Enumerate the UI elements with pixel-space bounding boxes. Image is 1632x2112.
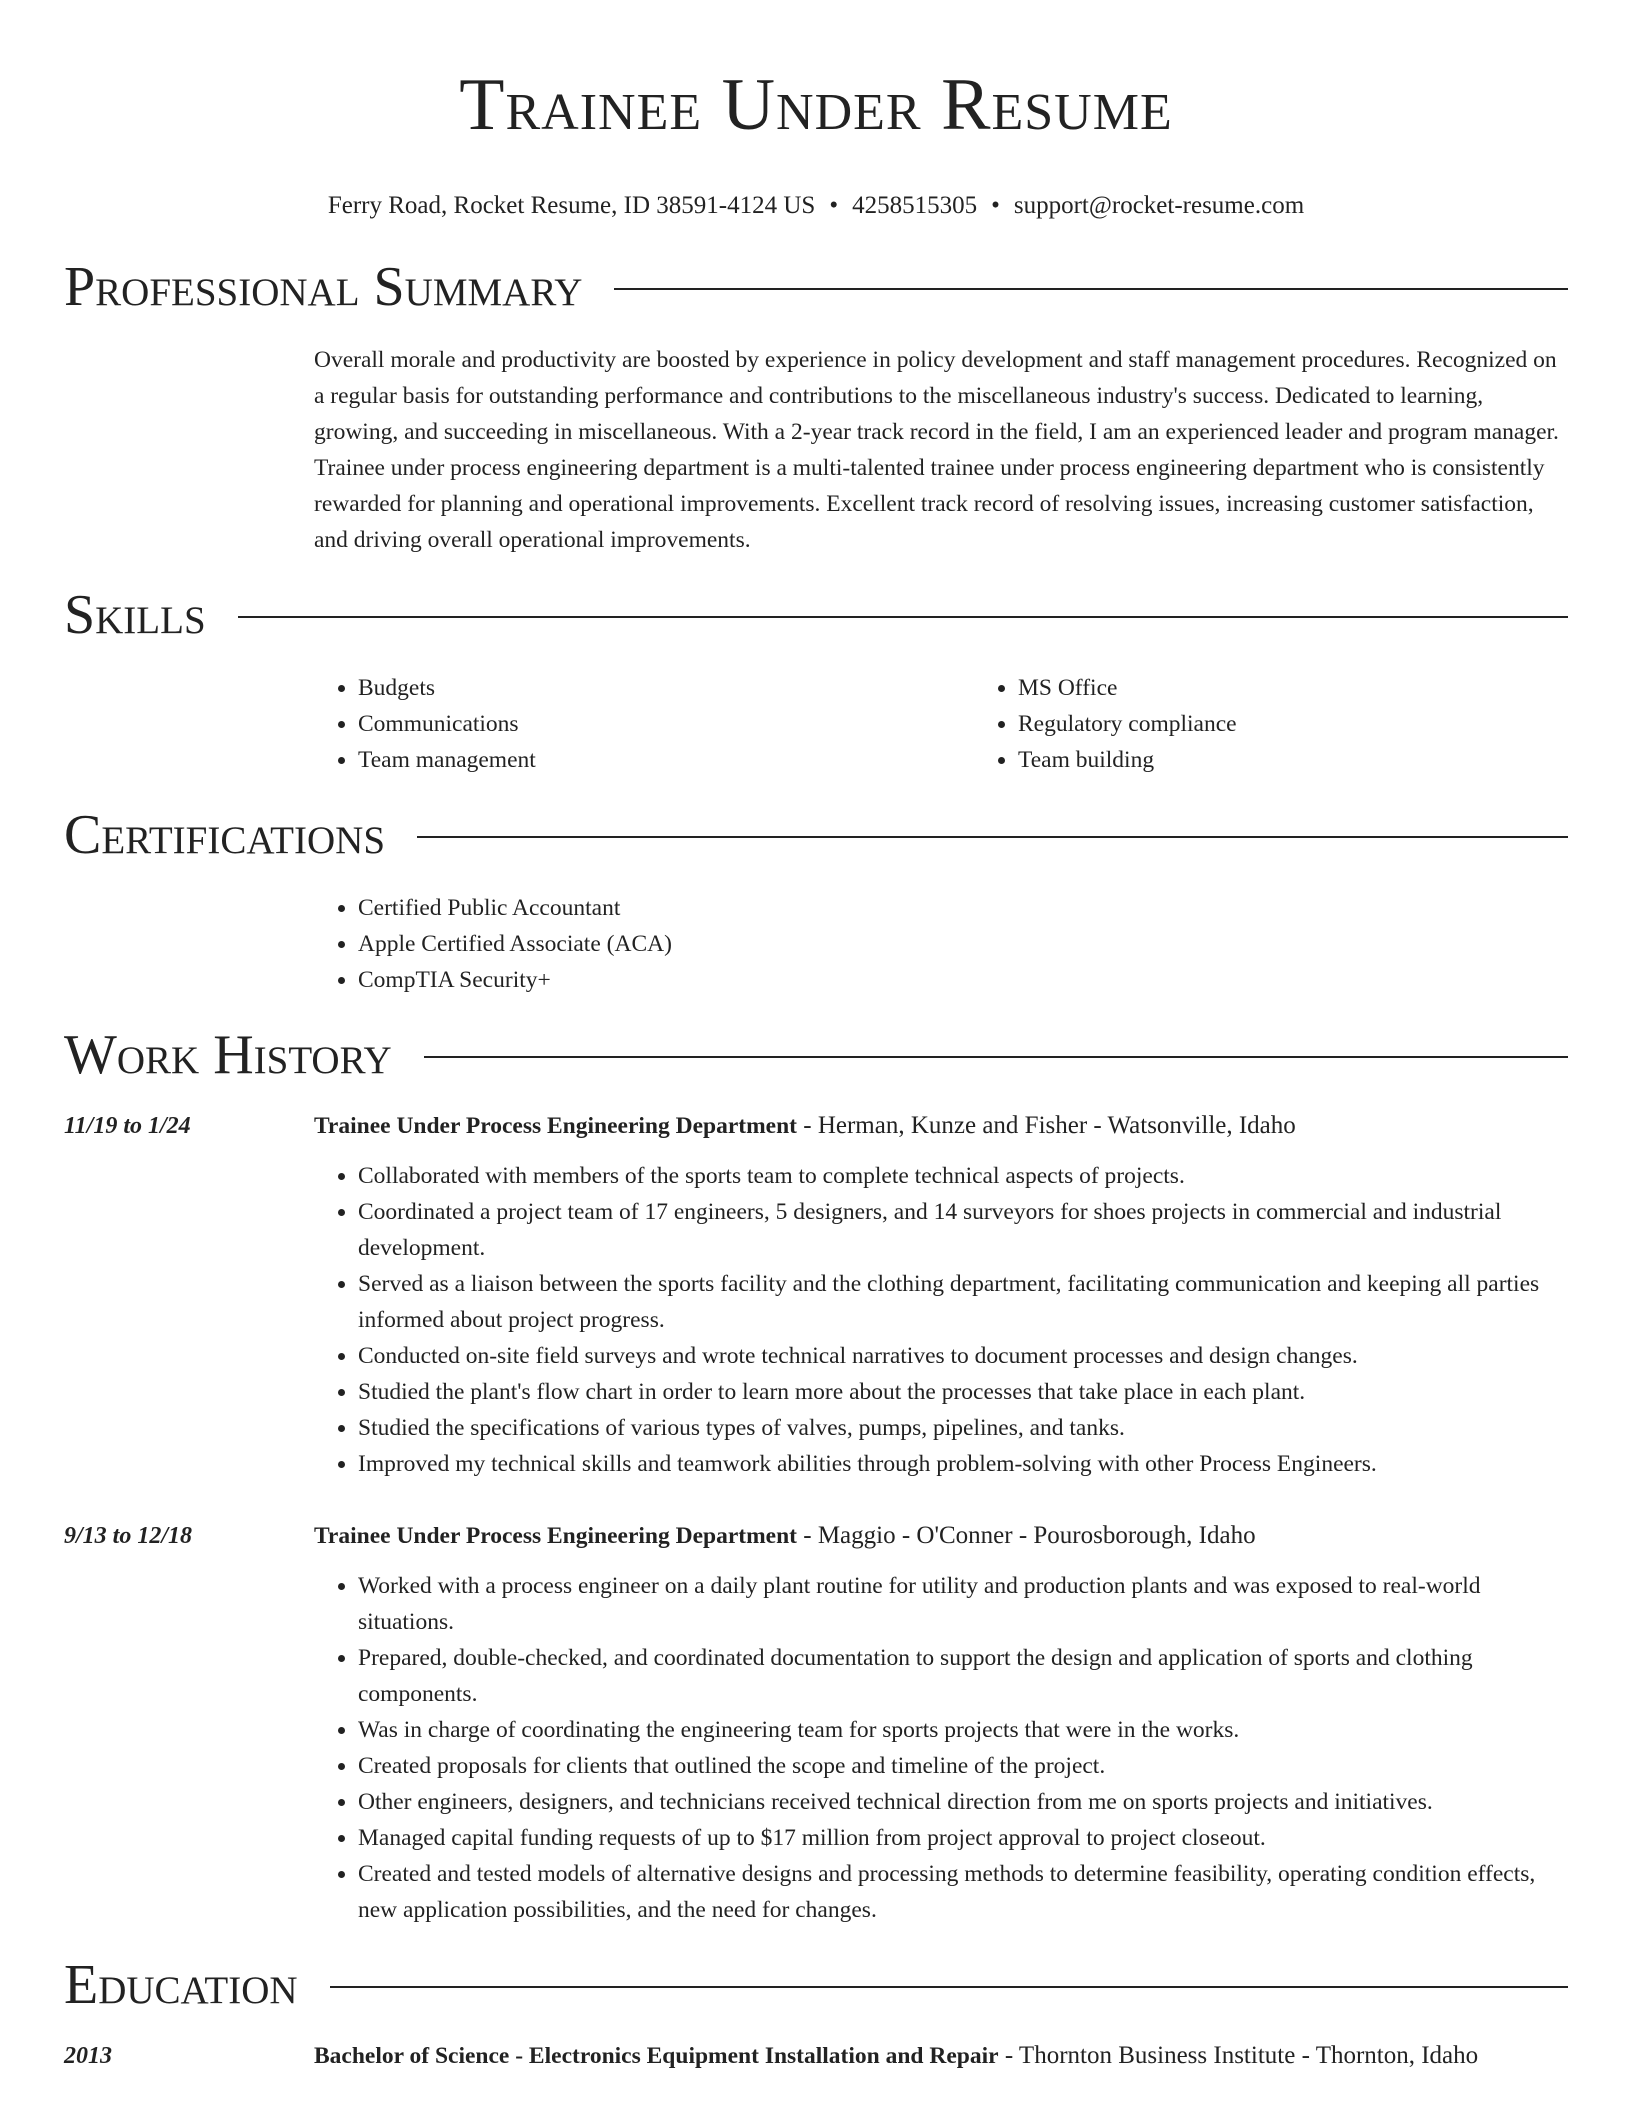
job-title: Trainee Under Process Engineering Department	[314, 1523, 797, 1549]
job-employer: - Herman, Kunze and Fisher - Watsonville, Idaho	[797, 1112, 1296, 1139]
job-bullet: • Studied the specifications of various types of valves, pumps, pipelines, and tanks.	[358, 1410, 1568, 1446]
section-divider	[238, 616, 1568, 618]
skills-section-header	[64, 580, 1568, 650]
education-year: 2013	[64, 2043, 112, 2069]
job-dates: 9/13 to 12/18	[64, 1523, 193, 1549]
job-bullet: • Prepared, double-checked, and coordinated documentation to support the design and application of sports and clothing components.	[358, 1640, 1568, 1712]
job-bullet: • Created proposals for clients that outlined the scope and timeline of the project.	[358, 1748, 1568, 1784]
skill-item: • Budgets	[358, 670, 974, 706]
certifications-list	[314, 890, 1568, 998]
skills-column-right	[974, 670, 1632, 778]
skills-heading: Skills	[64, 584, 206, 646]
skill-item: • Team management	[358, 742, 974, 778]
job-heading-line	[314, 1518, 1568, 1554]
job-bullets	[314, 1568, 1568, 1928]
contact-address: Ferry Road, Rocket Resume, ID 38591-4124 US	[327, 192, 816, 219]
job-bullet: • Worked with a process engineer on a daily plant routine for utility and production plants and was exposed to real-world situations.	[358, 1568, 1568, 1640]
job-bullet: • Served as a liaison between the sports facility and the clothing department, facilitating communication and keeping all parties informed about project progress.	[358, 1266, 1568, 1338]
contact-line	[64, 190, 1568, 222]
job-entry	[64, 1108, 1568, 1482]
contact-email: support@rocket-resume.com	[1013, 192, 1305, 219]
section-divider	[614, 288, 1568, 290]
job-bullet: • Collaborated with members of the sports team to complete technical aspects of projects.	[358, 1158, 1568, 1194]
education-entry	[64, 2038, 1568, 2074]
education-school: - Thornton Business Institute - Thornton, Idaho	[998, 2042, 1479, 2069]
education-heading: Education	[64, 1954, 298, 2016]
job-bullet: • Studied the plant's flow chart in order to learn more about the processes that take place in each plant.	[358, 1374, 1568, 1410]
job-bullet: • Conducted on-site field surveys and wrote technical narratives to document processes and design changes.	[358, 1338, 1568, 1374]
certifications-section-header	[64, 800, 1568, 870]
section-divider	[424, 1056, 1568, 1058]
section-divider	[330, 1986, 1568, 1988]
work-heading: Work History	[64, 1024, 392, 1086]
job-entry	[64, 1518, 1568, 1928]
skills-column-left	[314, 670, 974, 778]
job-bullet: • Coordinated a project team of 17 engineers, 5 designers, and 14 surveyors for shoes projects in commercial and industrial development.	[358, 1194, 1568, 1266]
skill-item: • MS Office	[1018, 670, 1632, 706]
job-bullets	[314, 1158, 1568, 1482]
certifications-heading: Certifications	[64, 804, 386, 866]
certification-item: • Certified Public Accountant	[358, 890, 1568, 926]
contact-phone: 4258515305	[852, 192, 978, 219]
job-dates: 11/19 to 1/24	[64, 1113, 191, 1139]
certification-item: • Apple Certified Associate (ACA)	[358, 926, 1568, 962]
job-heading-line	[314, 1108, 1568, 1144]
work-section-header	[64, 1020, 1568, 1090]
summary-text: Overall morale and productivity are boosted by experience in policy development and staff management procedures. Recognized on a regular basis for outstanding performance and contributions to the miscellaneous industry's success. Dedicated to learning, growing, and succeeding in miscellaneous. With a 2-year track record in the field, I am an experienced leader and program manager. Trainee under process engineering department is a multi-talented trainee under process engineering department who is consistently rewarded for planning and operational improvements. Excellent track record of resolving issues, increasing customer satisfaction, and driving overall operational improvements.	[314, 347, 1559, 553]
skill-item: • Team building	[1018, 742, 1632, 778]
education-details	[314, 2038, 1568, 2074]
contact-separator: •	[829, 192, 839, 219]
job-bullet: • Created and tested models of alternative designs and processing methods to determine feasibility, operating condition effects, new application possibilities, and the need for changes.	[358, 1856, 1568, 1928]
job-details	[314, 1518, 1568, 1928]
skill-item: • Communications	[358, 706, 974, 742]
education-section-header	[64, 1950, 1568, 2020]
resume-name: Trainee Under Resume	[459, 64, 1173, 146]
education-degree: Bachelor of Science - Electronics Equipment Installation and Repair	[314, 2043, 999, 2069]
job-title: Trainee Under Process Engineering Department	[314, 1113, 797, 1139]
skills-list	[314, 670, 1568, 778]
job-bullet: • Was in charge of coordinating the engineering team for sports projects that were in the works.	[358, 1712, 1568, 1748]
section-divider	[417, 836, 1568, 838]
job-bullet: • Other engineers, designers, and technicians received technical direction from me on sports projects and initiatives.	[358, 1784, 1568, 1820]
certification-item: • CompTIA Security+	[358, 962, 1568, 998]
job-employer: - Maggio - O'Conner - Pourosborough, Idaho	[797, 1522, 1256, 1549]
skill-item: • Regulatory compliance	[1018, 706, 1632, 742]
job-bullet: • Improved my technical skills and teamwork abilities through problem-solving with other Process Engineers.	[358, 1446, 1568, 1482]
job-bullet: • Managed capital funding requests of up to $17 million from project approval to project closeout.	[358, 1820, 1568, 1856]
summary-section-header	[64, 252, 1568, 322]
job-details	[314, 1108, 1568, 1482]
summary-heading: Professional Summary	[64, 256, 583, 318]
contact-separator: •	[991, 192, 1000, 219]
